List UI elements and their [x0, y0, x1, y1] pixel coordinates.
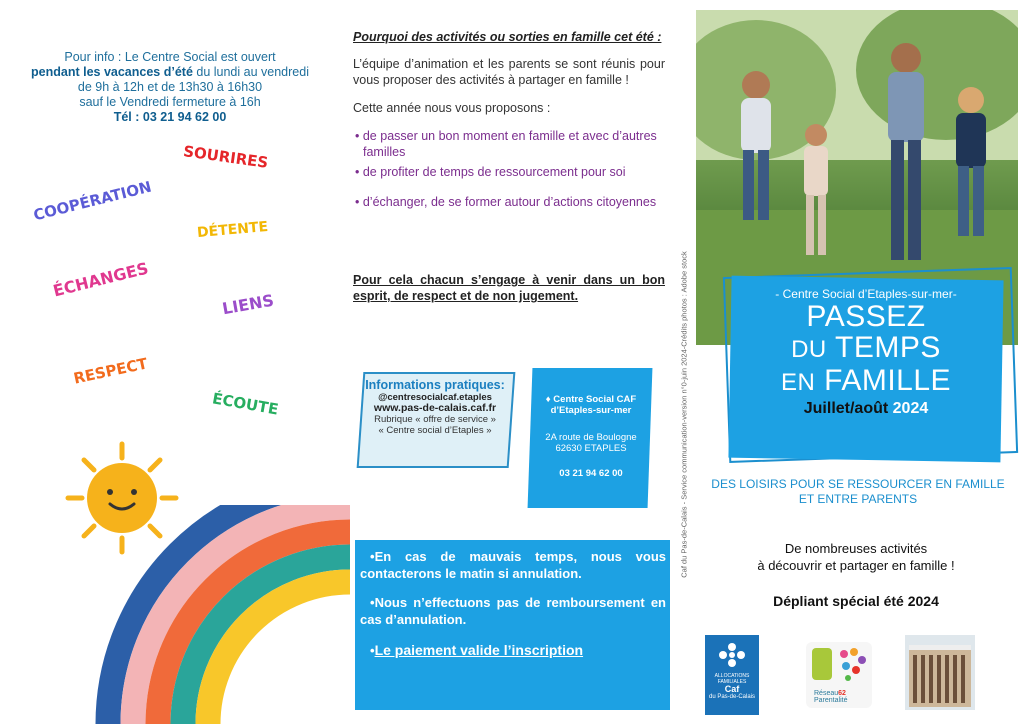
caf-logo-top: ALLOCATIONS FAMILIALES	[714, 673, 750, 685]
address-card	[532, 394, 650, 479]
section-title: Pourquoi des activités ou sorties en famille cet été :	[353, 30, 662, 44]
reseau-parentalite-logo	[806, 642, 872, 708]
intro-paragraph: L’équipe d’animation et les parents se sont réunis pour vous proposer des activités à partager en famille !	[353, 57, 665, 87]
notes-list	[360, 548, 666, 671]
list-item: • de profiter de temps de ressourcement pour soi	[355, 165, 626, 179]
practical-info-card	[364, 378, 506, 436]
bullet-icon: •	[370, 549, 375, 564]
opening-info	[20, 50, 320, 125]
centre-name: ♦ Centre Social CAF	[545, 394, 637, 405]
caf-logo-name: Caf	[724, 684, 740, 694]
word-ecoute: ÉCOUTE	[210, 389, 280, 419]
title-line-1: PASSEZ	[806, 300, 926, 333]
address-phone: 03 21 94 62 00	[559, 468, 623, 479]
address-city: 62630 ETAPLES	[555, 443, 627, 454]
info-line-2-rest: du lundi au vendredi	[192, 65, 309, 79]
rainbow-illustration	[95, 505, 350, 724]
caf-logo	[705, 635, 759, 715]
rubrique-text: Rubrique « offre de service »	[374, 414, 496, 425]
info-card-title: Informations pratiques:	[365, 378, 505, 392]
bullet-icon: •	[355, 165, 363, 179]
brochure-title	[730, 287, 1002, 418]
note-refund: •Nous n’effectuons pas de remboursement en cas d’annulation.	[360, 595, 666, 627]
centre-name-2: d’Etaples-sur-mer	[550, 405, 632, 416]
reseau-logo-text: Réseau62 Parentalité	[814, 690, 848, 704]
list-item: • d’échanger, de se former autour d’actions citoyennes	[355, 195, 657, 209]
bullet-icon: •	[370, 643, 375, 658]
commitment-text: Pour cela chacun s’engage à venir dans un bon esprit, de respect et de non jugement.	[353, 273, 665, 303]
word-sourires: SOURIRES	[182, 142, 270, 172]
bullet-icon: •	[370, 595, 375, 610]
diamond-icon: ♦	[545, 394, 554, 405]
info-line-4: sauf le Vendredi fermeture à 16h	[79, 95, 261, 109]
website-link[interactable]: www.pas-de-calais.caf.fr	[373, 402, 497, 414]
list-item: • de passer un bon moment en famille et avec d’autres familles	[355, 129, 657, 159]
info-bold: pendant les vacances d’été	[31, 65, 193, 79]
title-line-2: DU TEMPS	[791, 331, 941, 364]
word-echanges: ÉCHANGES	[51, 258, 151, 301]
word-detente: DÉTENTE	[196, 218, 269, 242]
word-liens: LIENS	[220, 290, 276, 319]
bullet-icon: •	[355, 129, 363, 143]
note-payment: •Le paiement valide l’inscription	[360, 642, 666, 659]
caf-emblem-icon	[717, 641, 747, 671]
info-line-2	[20, 65, 320, 80]
activities-text: De nombreuses activités à découvrir et partager en famille !	[757, 541, 955, 573]
social-handle[interactable]: @centresocialcaf.etaples	[378, 392, 492, 403]
centre-text: « Centre social d’Etaples »	[378, 425, 492, 436]
info-phone: Tél : 03 21 94 62 00	[113, 110, 227, 124]
title-dates: Juillet/août 2024	[803, 400, 929, 417]
address-street: 2A route de Boulogne	[545, 432, 637, 443]
caf-logo-region: du Pas-de-Calais	[708, 694, 756, 700]
proposal-list	[353, 128, 665, 214]
bullet-icon: •	[355, 195, 363, 209]
info-line-1: Pour info : Le Centre Social est ouvert	[64, 50, 276, 64]
credits-text: Caf du Pas-de-Calais - Service communication-version n°0-juin 2024-Crédits photos : Adobe stock	[679, 251, 689, 578]
special-edition: Dépliant spécial été 2024	[773, 593, 939, 609]
word-cooperation: COOPÉRATION	[31, 177, 154, 225]
title-subtitle: - Centre Social d’Etaples-sur-mer-	[775, 287, 957, 301]
reseau-emblem-icon	[806, 642, 872, 690]
word-respect: RESPECT	[71, 354, 150, 388]
tagline: DES LOISIRS POUR SE RESSOURCER EN FAMILLE ET ENTRE PARENTS	[711, 477, 1005, 506]
title-line-3: EN FAMILLE	[780, 364, 952, 397]
credits-strip	[674, 195, 688, 625]
info-line-3: de 9h à 12h et de 13h30 à 16h30	[77, 80, 263, 94]
proposal-intro: Cette année nous vous proposons :	[353, 101, 551, 115]
building-photo	[905, 635, 975, 710]
note-weather: •En cas de mauvais temps, nous vous contacterons le matin si annulation.	[360, 549, 666, 581]
